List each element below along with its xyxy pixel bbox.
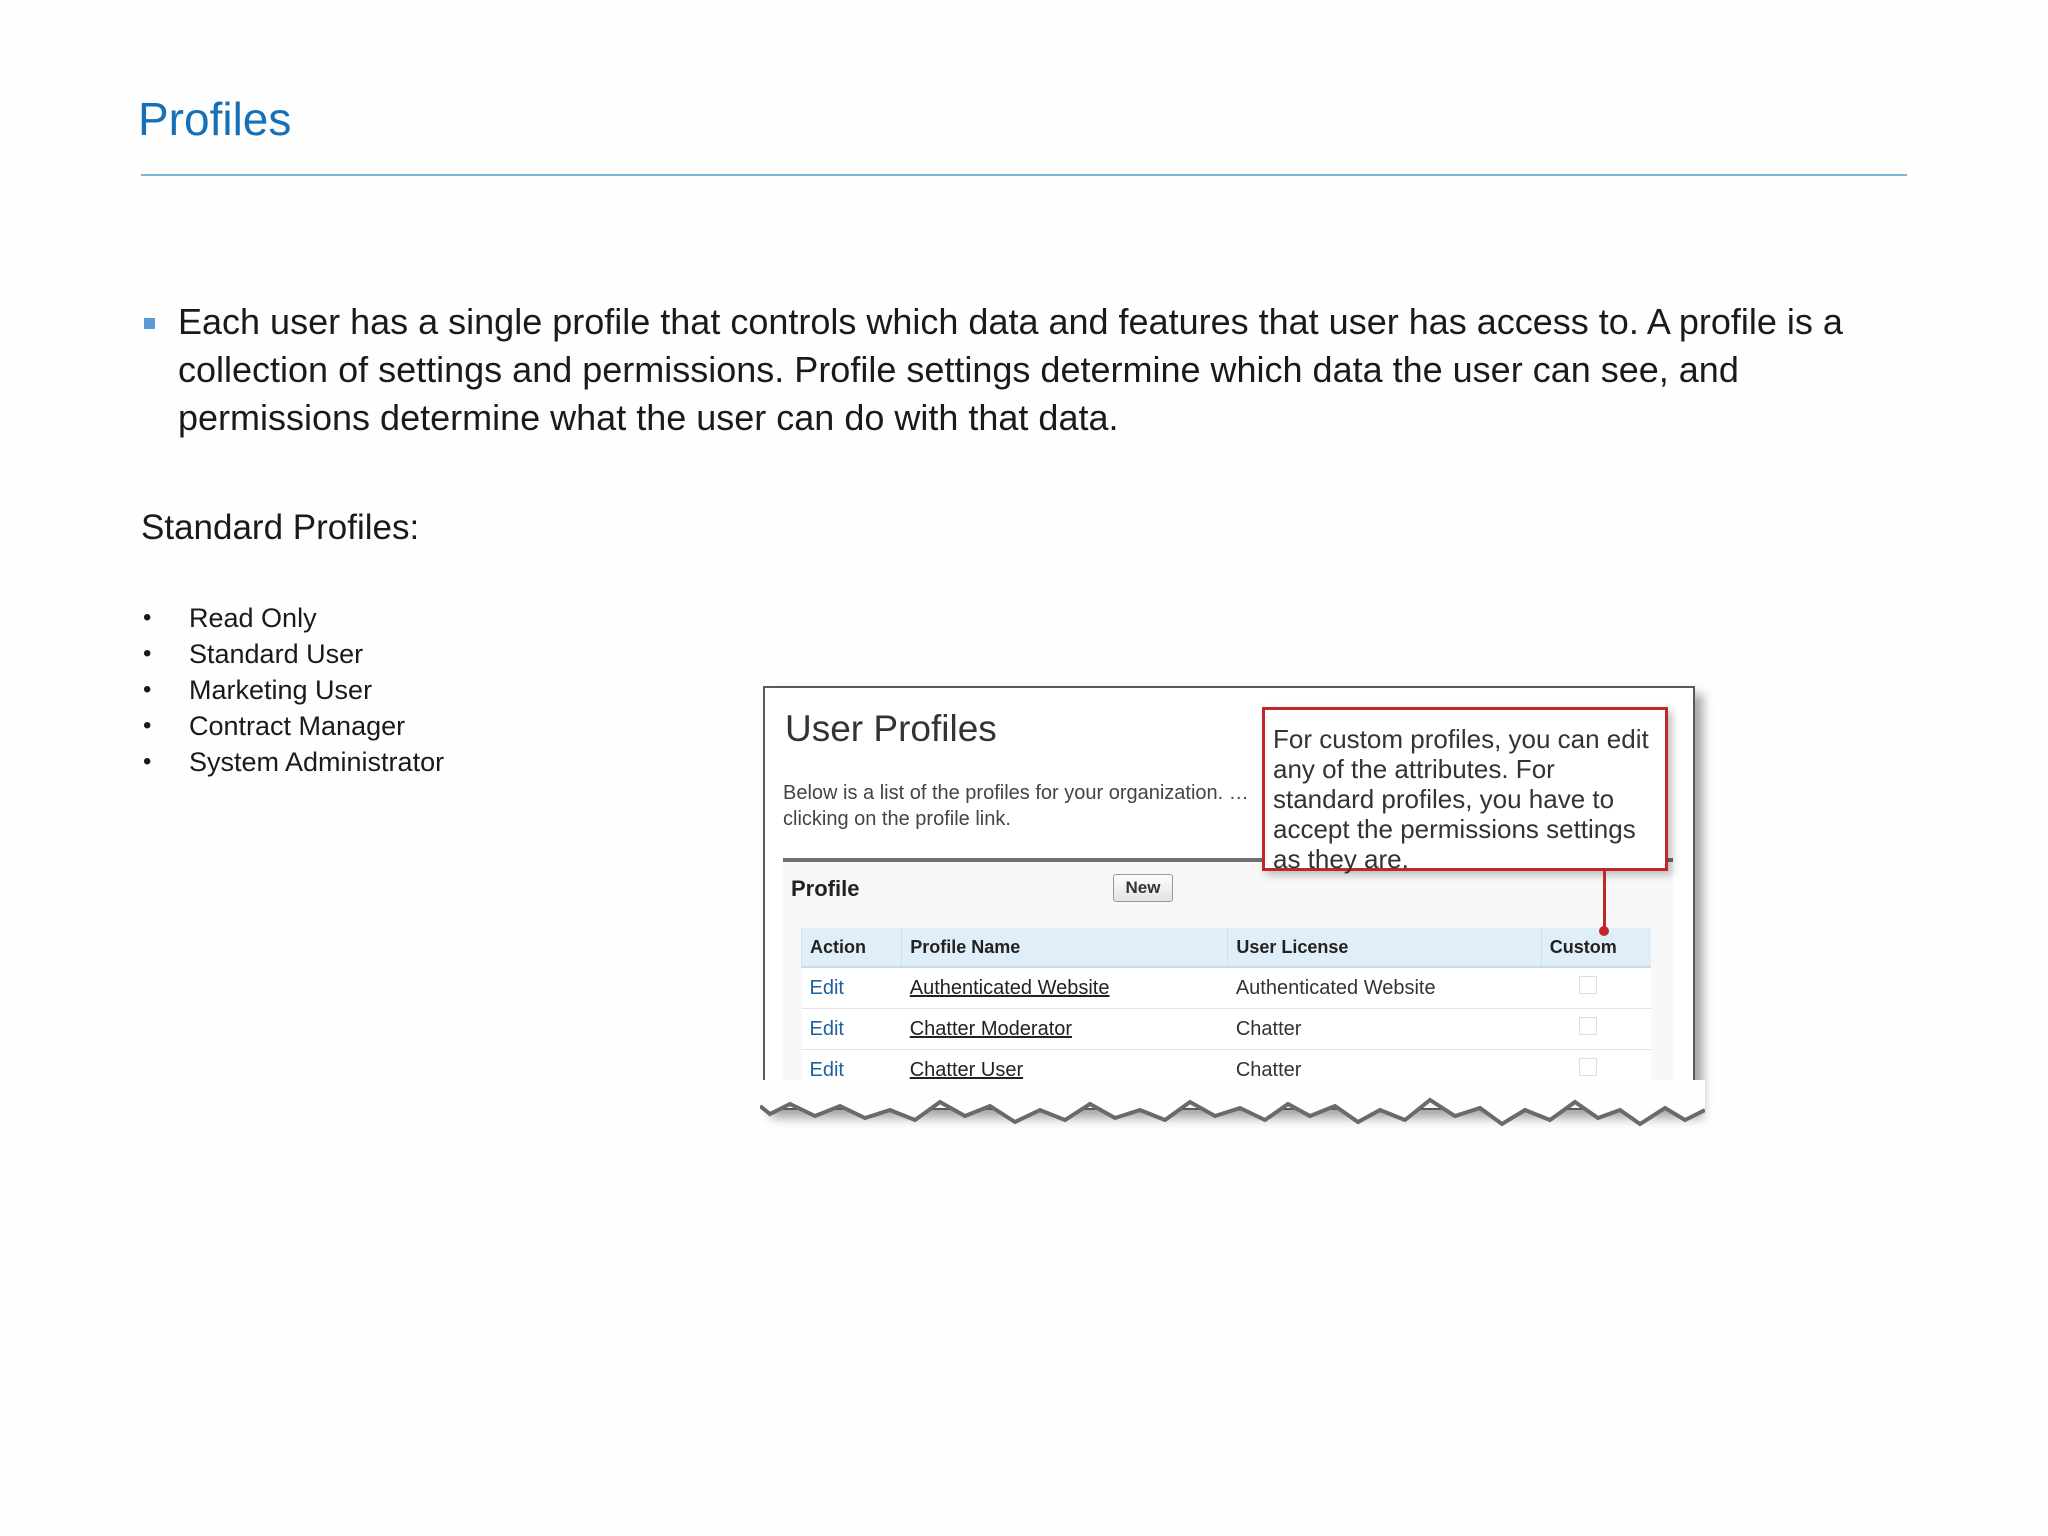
bullet-icon: • (143, 712, 152, 739)
callout-box (1262, 707, 1668, 874)
edit-link[interactable]: Edit (802, 1050, 902, 1091)
screenshot-description: Below is a list of the profiles for your organization. … clicking on the profile link. (783, 782, 1249, 830)
column-header: Action (802, 928, 902, 967)
square-bullet-icon (144, 318, 155, 329)
profile-name-link[interactable]: Chatter User (909, 1058, 1024, 1081)
user-license-cell: Chatter (1228, 1009, 1541, 1050)
bullet-icon: • (143, 604, 152, 631)
user-license-cell: Authenticated Website (1228, 967, 1541, 1009)
list-item: • Marketing User (141, 672, 444, 708)
table-row (802, 1009, 1652, 1050)
list-item: • Read Only (141, 600, 444, 636)
callout-text: For custom profiles, you can edit any of the attributes. For standard profiles, you have to accept the permissions settings as they are. (1273, 724, 1649, 874)
panel-title: Profile (791, 876, 860, 901)
title-divider (141, 174, 1907, 176)
profiles-table (801, 928, 1651, 1091)
column-header: User License (1228, 928, 1541, 967)
screenshot-title: User Profiles (785, 708, 997, 749)
column-header: Profile Name (902, 928, 1228, 967)
callout-pointer (1603, 868, 1606, 930)
new-profile-button[interactable]: New (1113, 874, 1173, 902)
custom-checkbox (1579, 1058, 1597, 1076)
table-header-row (802, 928, 1652, 967)
profile-name-cell (902, 1009, 1228, 1050)
bullet-icon: • (143, 640, 152, 667)
user-license-cell: Chatter (1228, 1050, 1541, 1091)
profile-name-cell (902, 967, 1228, 1009)
standard-profiles-list (141, 600, 444, 780)
edit-link[interactable]: Edit (802, 967, 902, 1009)
bullet-icon: • (143, 748, 152, 775)
column-header: Custom (1541, 928, 1651, 967)
custom-checkbox (1579, 1017, 1597, 1035)
intro-text: Each user has a single profile that controls which data and features that user has access to. A profile is a collection of settings and permissions. Profile settings determine which data the user can see, and permissions determine what the user can do with that data. (178, 301, 1843, 438)
torn-edge (760, 1080, 1705, 1140)
standard-profiles-heading: Standard Profiles: (141, 508, 420, 547)
list-item: • Standard User (141, 636, 444, 672)
edit-link[interactable]: Edit (802, 1009, 902, 1050)
intro-bullet (140, 298, 1900, 442)
custom-cell (1541, 1009, 1651, 1050)
profile-name-link[interactable]: Chatter Moderator (909, 1017, 1073, 1040)
custom-cell (1541, 967, 1651, 1009)
table-row (802, 967, 1652, 1009)
slide-title: Profiles (138, 93, 292, 145)
list-item: • Contract Manager (141, 708, 444, 744)
list-item: • System Administrator (141, 744, 444, 780)
callout-pointer-dot (1599, 926, 1609, 936)
profile-panel (783, 858, 1673, 1110)
profile-name-link[interactable]: Authenticated Website (909, 976, 1110, 999)
bullet-icon: • (143, 676, 152, 703)
custom-checkbox (1579, 976, 1597, 994)
